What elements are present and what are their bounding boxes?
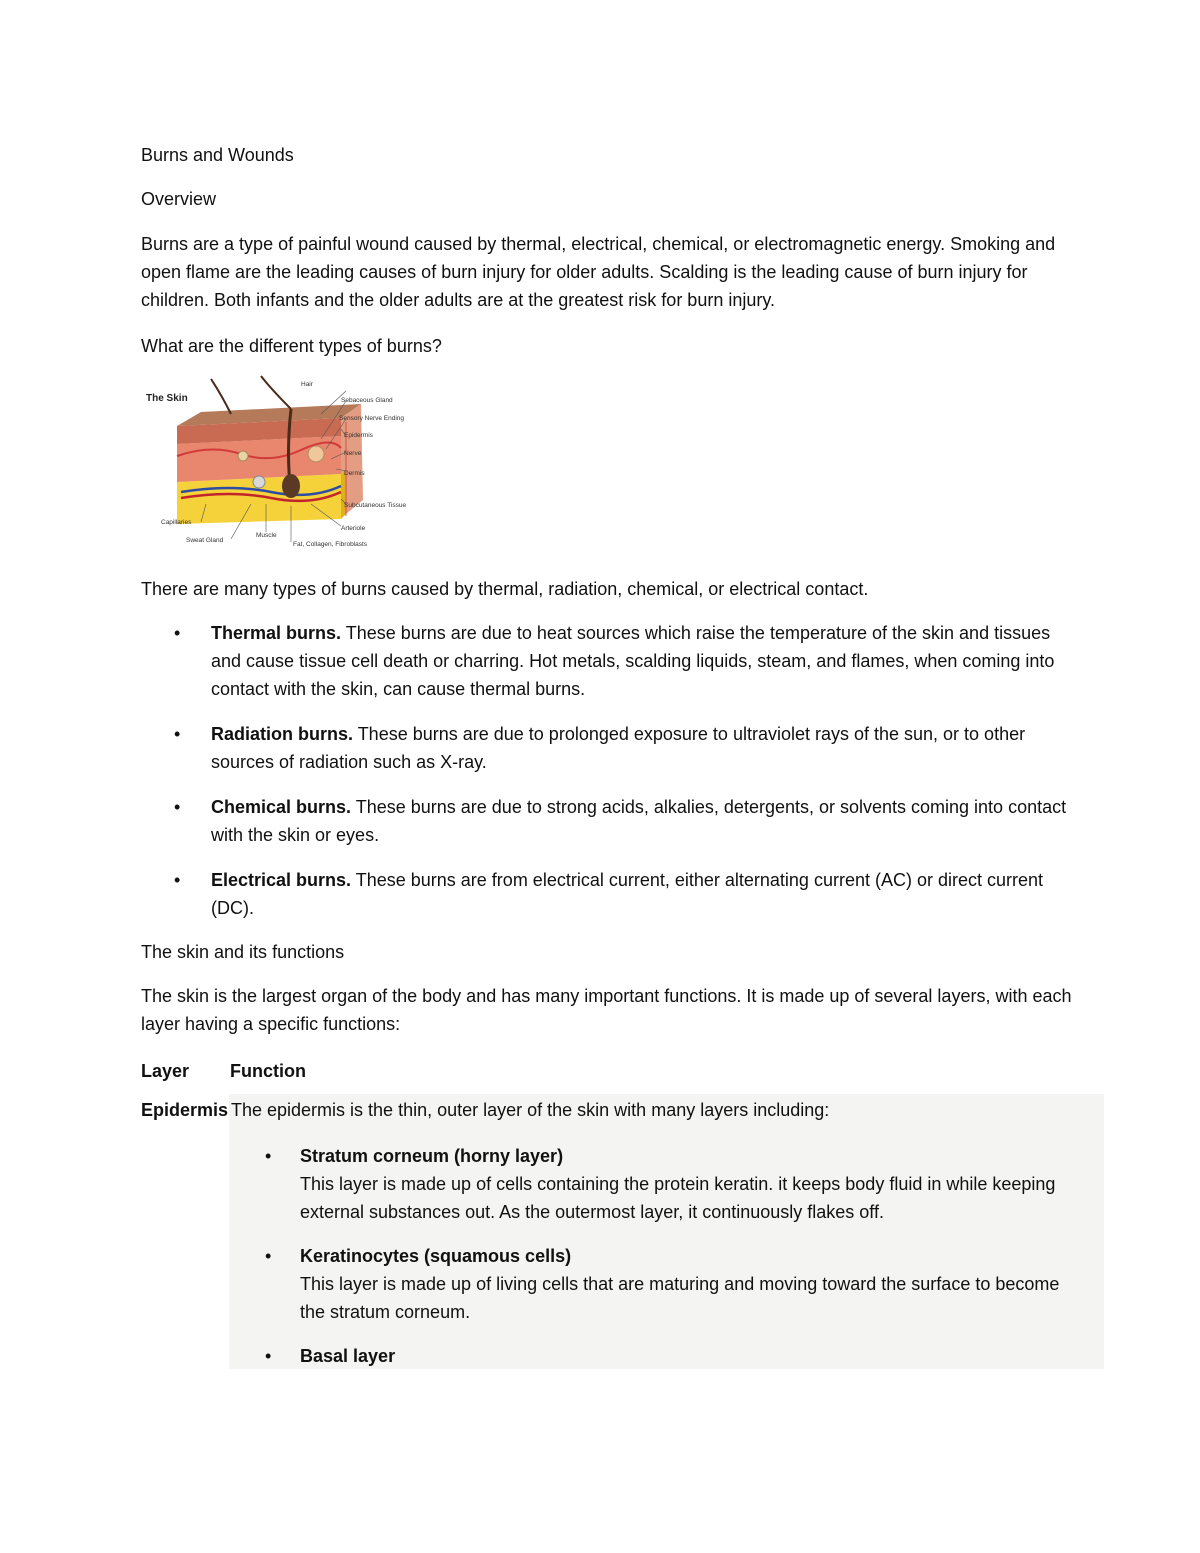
skin-diagram [141,374,431,552]
sublayer-text: This layer is made up of living cells that are maturing and moving toward the surface to become the stratum corneum. [300,1274,1060,1322]
burn-type-text: These burns are due to prolonged exposure to ultraviolet rays of the sun, or to other sources of radiation such as X-ray. [211,724,1026,772]
burn-type-text: These burns are due to strong acids, alkalies, detergents, or solvents coming into contact with the skin or eyes. [211,797,1067,845]
svg-text:Sebaceous Gland: Sebaceous Gland [341,397,393,404]
sublayer-title: Stratum corneum (horny layer) [300,1146,564,1166]
list-item [141,720,1081,776]
bullet-icon: • [174,870,181,890]
burn-type-text: These burns are from electrical current, either alternating current (AC) or direct current (DC). [211,870,1044,918]
skin-figure-title: The Skin [146,393,188,404]
overview-heading: Overview [141,189,217,209]
burn-type-name: Chemical burns. [211,797,352,817]
svg-text:Dermis: Dermis [344,470,365,477]
bullet-icon: • [174,724,181,744]
svg-text:Fat, Collagen, Fibroblasts: Fat, Collagen, Fibroblasts [293,541,368,548]
bullet-icon: • [265,1246,272,1266]
list-item [229,1142,1079,1226]
burn-type-name: Electrical burns. [211,870,352,890]
list-item [141,866,1081,922]
svg-text:Nerve: Nerve [344,450,362,457]
bullet-icon: • [265,1346,272,1366]
list-item [229,1242,1079,1326]
svg-text:Arteriole: Arteriole [341,525,366,532]
burn-type-text: These burns are due to heat sources which raise the temperature of the skin and tissues and cause tissue cell death or charring. Hot metals, scalding liquids, steam, and flames, when coming into contact with the skin, can cause thermal burns. [211,623,1055,699]
svg-text:Sweat Gland: Sweat Gland [186,537,224,544]
svg-text:Epidermis: Epidermis [344,432,373,439]
burn-type-name: Thermal burns. [211,623,342,643]
svg-text:Capillaries: Capillaries [161,519,192,526]
epidermis-intro: The epidermis is the thin, outer layer of the skin with many layers including: [231,1100,830,1120]
bullet-icon: • [174,623,181,643]
svg-text:Subcutaneous Tissue: Subcutaneous Tissue [344,502,407,509]
bullet-icon: • [174,797,181,817]
sublayer-text: This layer is made up of cells containing the protein keratin. it keeps body fluid in while keeping external substances out. As the outermost layer, it continuously flakes off. [300,1174,1056,1222]
burn-types-list [141,619,1081,939]
list-item [141,619,1081,703]
types-question: What are the different types of burns? [141,336,442,356]
list-item [229,1342,1079,1370]
table-header-layer: Layer [141,1061,190,1081]
epidermis-sublayers-list [229,1142,1079,1386]
svg-text:Sensory Nerve Ending: Sensory Nerve Ending [339,415,405,422]
table-header-function: Function [230,1061,306,1081]
overview-paragraph: Burns are a type of painful wound caused by thermal, electrical, chemical, or electromagnetic energy. Smoking and open flame are the leading causes of burn injury for older adults. Scalding is the leading cause of burn injury for children. Both infants and the older adults are at the greatest risk for burn injury. [141,234,1056,310]
document-title: Burns and Wounds [141,145,294,165]
types-intro: There are many types of burns caused by thermal, radiation, chemical, or electrical contact. [141,579,869,599]
svg-text:Hair: Hair [301,381,313,388]
burn-type-name: Radiation burns. [211,724,354,744]
sublayer-title: Basal layer [300,1346,396,1366]
sublayer-title: Keratinocytes (squamous cells) [300,1246,572,1266]
bullet-icon: • [265,1146,272,1166]
epidermis-label: Epidermis [141,1100,229,1120]
skin-paragraph: The skin is the largest organ of the body and has many important functions. It is made up of several layers, with each layer having a specific functions: [141,986,1072,1034]
list-item [141,793,1081,849]
skin-heading: The skin and its functions [141,942,345,962]
svg-text:Muscle: Muscle [256,532,277,539]
